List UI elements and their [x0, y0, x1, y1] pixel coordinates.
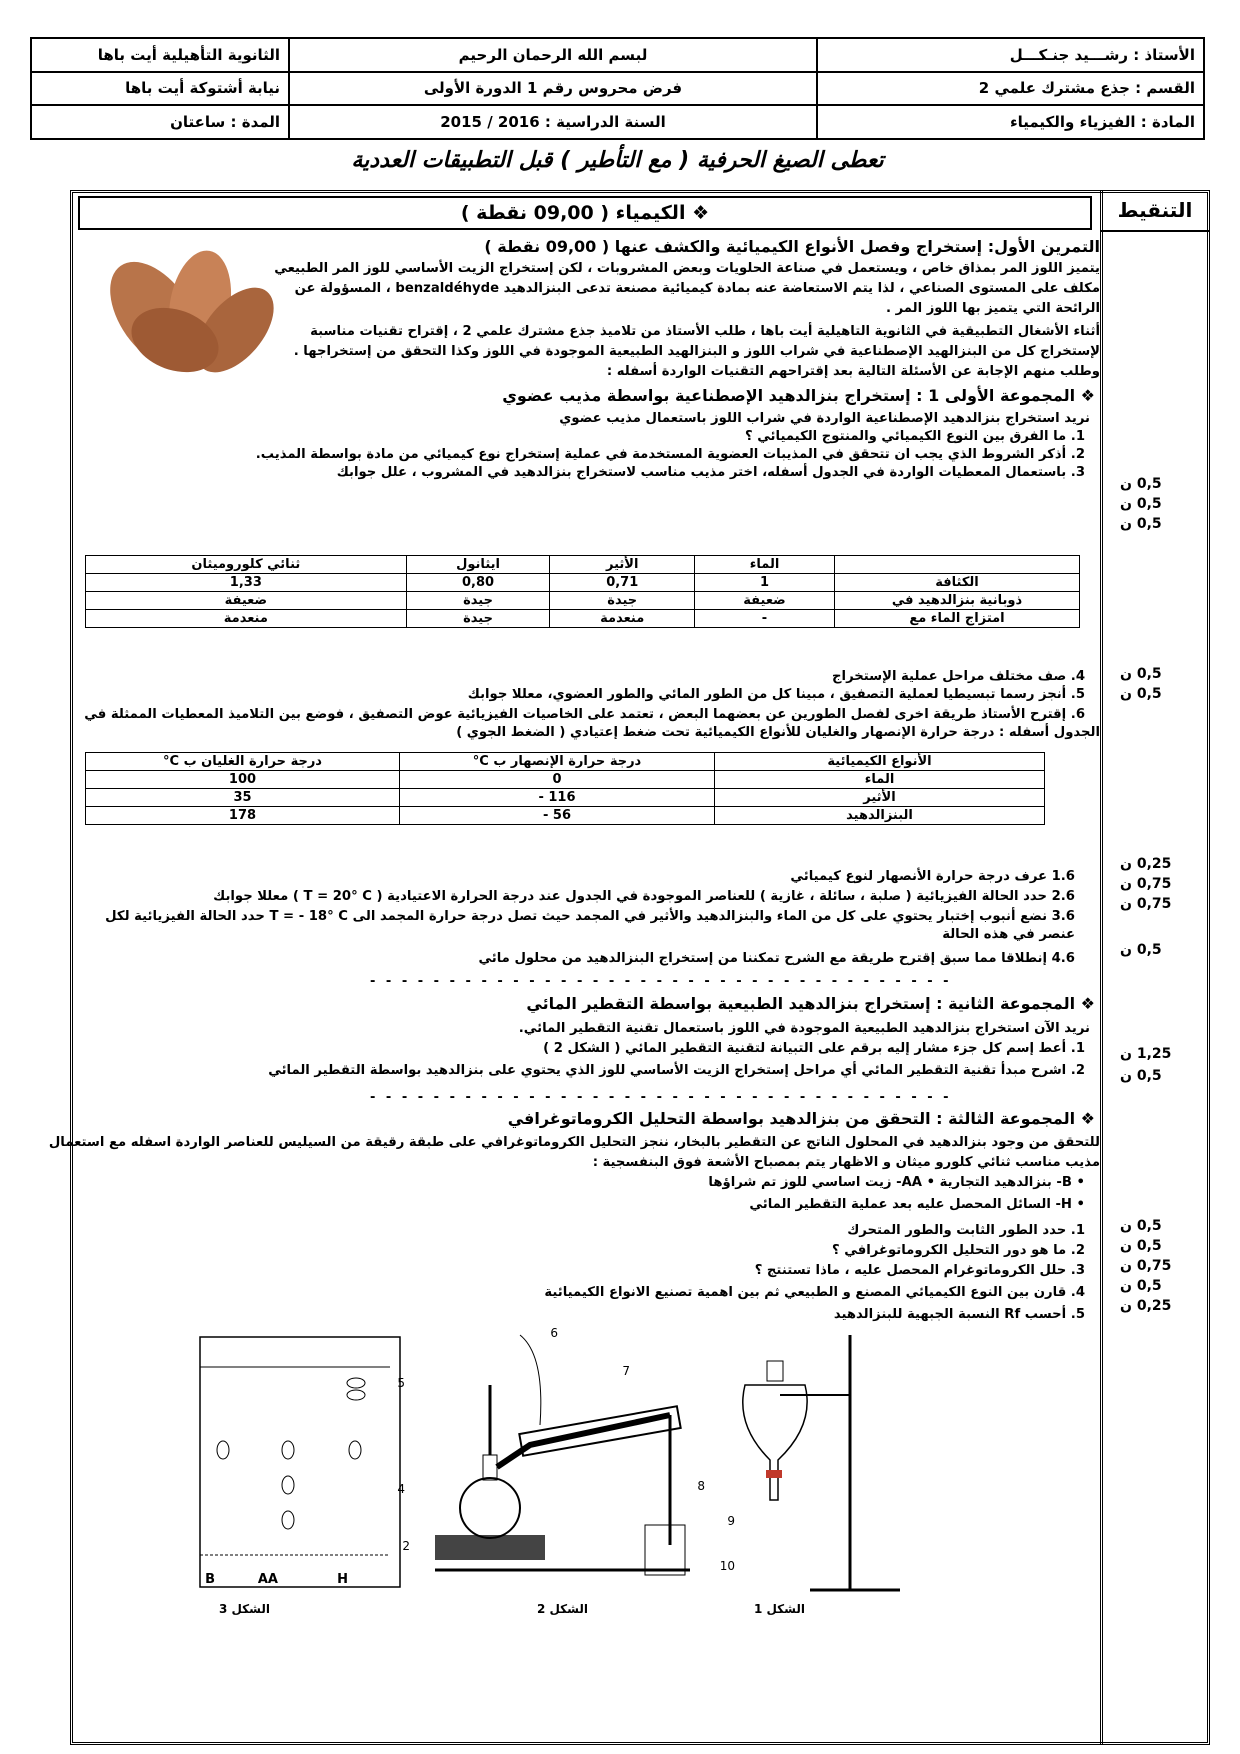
question: 3. باستعمال المعطيات الواردة في الجدول أسفله، اختر مذيب مناسب لاستخراج بنزالدهيد في المشروب ، علل جوابك	[336, 465, 1085, 480]
group3-line: • B- بنزالدهيد التجارية • AA- زيت اساسي للوز تم شراؤها	[708, 1175, 1085, 1190]
points: 0,5 ن	[1120, 496, 1162, 512]
chroma-label: H	[337, 1572, 348, 1587]
group1-intro: نريد استخراج بنزالدهيد الإصطناعية الواردة في شراب اللوز باستعمال مذيب عضوي	[559, 411, 1090, 426]
intro-line: وطلب منهم الإجابة عن الأسئلة التالية بعد إقتراحهم التقنيات الواردة أسفله :	[606, 364, 1100, 379]
formula-notice: تعطى الصيغ الحرفية ( مع التأطير ) قبل التطبيقات العددية	[351, 148, 884, 173]
almonds-image	[95, 245, 275, 385]
table-cell: الماء	[695, 556, 835, 574]
table-row	[86, 574, 1080, 592]
separatory-funnel	[743, 1335, 900, 1616]
table-cell: الأثير	[715, 789, 1045, 807]
group2-title: ❖ المجموعة الثانية : إستخراج بنزالدهيد الطبيعية بواسطة التقطير المائي	[526, 994, 1095, 1013]
table-cell: البنزالدهيد	[715, 807, 1045, 825]
question: 2. أذكر الشروط الذي يجب ان تتحقق في المذيبات العضوية المستخدمة في عملية إستخراج نوع كيميائي من مادة بواسطة المذيب.	[255, 447, 1085, 462]
intro-line: يتميز اللوز المر بمذاق خاص ، ويستعمل في صناعة الحلويات وبعض المشروبات ، لكن إستخراج الزيت الأساسي للوز المر الطبيعي	[274, 261, 1100, 276]
question: 2. اشرح مبدأ تقنية التقطير المائي أي مراحل إستخراج الزيت الأساسي للوز الذي يحتوي على بنزالدهيد بواسطة التقطير المائي	[268, 1063, 1085, 1078]
table-cell: 0,71	[550, 574, 695, 592]
group3-line: • H- السائل المحصل عليه بعد عملية التقطير المائي	[749, 1197, 1085, 1212]
question: 4. قارن بين النوع الكيميائي المصنع و الطبيعي ثم بين اهمية تصنيع الانواع الكيميائية	[544, 1285, 1085, 1300]
question: 3. حلل الكروماتوغرام المحصل عليه ، ماذا تستنتج ؟	[754, 1263, 1085, 1278]
question: عنصر في هذه الحالة	[942, 927, 1075, 942]
table-cell: 116 -	[400, 789, 715, 807]
points: 0,75 ن	[1120, 876, 1172, 892]
table-cell: ضعيفة	[86, 592, 407, 610]
intro-line: أثناء الأشغال التطبيقية في الثانوية التاهيلية أيت باها ، طلب الأستاذ من تلاميذ جذع مشترك علمي 2 ، إقتراح تقنيات مناسبة	[310, 324, 1100, 339]
exercise1-title: التمرين الأول: إستخراج وفصل الأنواع الكيميائية والكشف عنها ( 09,00 نقطة )	[484, 237, 1100, 256]
distillation-apparatus	[397, 1326, 735, 1616]
spot	[282, 1441, 294, 1459]
grade-column	[1100, 190, 1210, 1745]
group2-intro: نريد الآن استخراج بنزالدهيد الطبيعية الموجودة في اللوز باستعمال تقنية التقطير المائي.	[518, 1021, 1090, 1036]
school-year: السنة الدراسية : 2016 / 2015	[289, 105, 817, 139]
table-cell: 1	[695, 574, 835, 592]
table-cell: جيدة	[406, 610, 550, 628]
table-cell: 56 -	[400, 807, 715, 825]
part-label: 9	[727, 1514, 735, 1528]
points: 0,25 ن	[1120, 1298, 1172, 1314]
points: 0,5 ن	[1120, 1068, 1162, 1084]
temperature-table	[85, 752, 1045, 825]
table-cell: امتزاج الماء مع	[835, 610, 1080, 628]
figure2-caption: الشكل 2	[536, 1602, 588, 1616]
question: 4. صف مختلف مراحل عملية الإستخراج	[832, 669, 1085, 684]
question: 1. ما الفرق بين النوع الكيميائي والمنتوج الكيميائي ؟	[744, 429, 1085, 444]
table-cell: الكثافة	[835, 574, 1080, 592]
points: 0,5 ن	[1120, 1218, 1162, 1234]
question: 2. ما هو دور التحليل الكروماتوغرافي ؟	[832, 1243, 1085, 1258]
table-row	[86, 610, 1080, 628]
question: 2.6 حدد الحالة الفيزيائية ( صلبة ، سائلة ، غازية ) للعناصر الموجودة في الجدول عند درجة الحرارة الاعتيادية ( T = 20° C ) معللا جوابك	[213, 889, 1075, 904]
chemistry-header: ❖ الكيمياء ( 09,00 نقطة )	[78, 196, 1092, 230]
table-row	[86, 753, 1045, 771]
points: 0,5 ن	[1120, 686, 1162, 702]
part-label: 7	[622, 1364, 630, 1378]
header-box	[30, 37, 1205, 140]
table-cell: 35	[86, 789, 400, 807]
directorate: نيابة أشتوكة أيت باها	[31, 72, 289, 106]
table-cell: ايثانول	[406, 556, 550, 574]
question: الجدول أسفله : درجة حرارة الإنصهار والغليان للأنواع الكيميائية تحت ضغط إعتيادي ( الضغط الجوي )	[456, 725, 1100, 740]
group1-title: ❖ المجموعة الأولى 1 : إستخراج بنزالدهيد الإصطناعية بواسطة مذيب عضوي	[502, 386, 1095, 405]
intro-line: لإستخراج كل من البنزالهيد الإصطناعية في شراب اللوز و البنزالهيد الطبيعية الموجودة في اللوز وكذا التحقق من إستخراجها .	[293, 344, 1100, 359]
table-cell: جيدة	[406, 592, 550, 610]
table-row	[86, 789, 1045, 807]
points: 0,5 ن	[1120, 1238, 1162, 1254]
points: 0,5 ن	[1120, 942, 1162, 958]
table-cell: 100	[86, 771, 400, 789]
spot	[282, 1476, 294, 1494]
table-cell: منعدمة	[86, 610, 407, 628]
points: 0,75 ن	[1120, 896, 1172, 912]
intro-line: الرائحة التي يتميز بها اللوز المر .	[885, 301, 1100, 316]
properties-table	[85, 555, 1080, 628]
part-label: 6	[550, 1326, 558, 1340]
basmala: لبسم الله الرحمان الرحيم	[289, 38, 817, 72]
spot	[347, 1378, 365, 1388]
part-label: 10	[719, 1559, 735, 1573]
table-row	[86, 592, 1080, 610]
question: 5. أحسب Rf النسبة الجبهية للبنزالدهيد	[833, 1307, 1085, 1322]
part-label: 5	[397, 1376, 405, 1390]
spot	[347, 1390, 365, 1400]
table-row	[86, 807, 1045, 825]
grade-header: التنقيط	[1100, 190, 1210, 232]
class-name: القسم : جذع مشترك علمي 2	[817, 72, 1204, 106]
spot	[349, 1441, 361, 1459]
table-cell: ثنائي كلوروميثان	[86, 556, 407, 574]
figure3-caption: الشكل 3	[218, 1602, 270, 1616]
chroma-label: AA	[257, 1572, 278, 1587]
part-label: 4	[397, 1482, 405, 1496]
table-cell: الأنواع الكيميائية	[715, 753, 1045, 771]
spot	[217, 1441, 229, 1459]
group3-line: مذيب مناسب ثنائي كلورو ميثان و الاظهار يتم بمصباح الأشعة فوق البنفسجية :	[592, 1155, 1100, 1170]
table-cell: الأثير	[550, 556, 695, 574]
points: 0,5 ن	[1120, 516, 1162, 532]
group3-title: ❖ المجموعة الثالثة : التحقق من بنزالدهيد بواسطة التحليل الكروماتوغرافي	[507, 1109, 1095, 1128]
separator: - - - - - - - - - - - - - - - - - - - - - - - - - - - - - - - - - - - - -	[370, 974, 952, 989]
separator: - - - - - - - - - - - - - - - - - - - - - - - - - - - - - - - - - - - - -	[370, 1090, 952, 1105]
chromatogram	[200, 1337, 400, 1616]
part-label: 8	[697, 1479, 705, 1493]
spot	[282, 1511, 294, 1529]
exam-title: فرض محروس رقم 1 الدورة الأولى	[289, 72, 817, 106]
table-row	[86, 556, 1080, 574]
school-name: الثانوية التأهيلية أيت باها	[31, 38, 289, 72]
table-cell: 0	[400, 771, 715, 789]
table-cell: منعدمة	[550, 610, 695, 628]
teacher-name: الأستاذ : رشـــيد جنـكـــل	[817, 38, 1204, 72]
duration: المدة : ساعتان	[31, 105, 289, 139]
table-cell: 0,80	[406, 574, 550, 592]
part-label: 2	[402, 1539, 410, 1553]
figures	[190, 1325, 1000, 1625]
table-cell: -	[695, 610, 835, 628]
question: 5. أنجز رسما تبسيطيا لعملية التصفيق ، مبينا كل من الطور المائي والطور العضوي، معللا جوابك	[467, 687, 1085, 702]
table-cell: 1,33	[86, 574, 407, 592]
points: 0,5 ن	[1120, 1278, 1162, 1294]
question: 4.6 إنطلاقا مما سبق إقترح طريقة مع الشرح تمكننا من إستخراج البنزالدهيد من محلول مائي	[478, 951, 1075, 966]
table-cell: جيدة	[550, 592, 695, 610]
group3-line: للتحقق من وجود بنزالدهيد في المحلول الناتج عن التقطير بالبخار، ننجز التحليل الكروماتوغرافي على طبقة رقيقة من السيليس للعناصر الواردة اسفله مع استعمال	[48, 1135, 1100, 1150]
intro-line: مكلف على المستوى الصناعي ، لذا يتم الاستعاضة عنه بمادة كيميائية مصنعة تدعى البنزالدهيد benzaldéhyde ، المسؤولة عن	[294, 281, 1100, 296]
table-cell	[835, 556, 1080, 574]
chroma-label: B	[205, 1572, 215, 1587]
table-cell: درجة حرارة الغليان ب C°	[86, 753, 400, 771]
question: 3.6 نضع أنبوب إختبار يحتوي على كل من الماء والبنزالدهيد والأثير في المجمد حيث تصل درجة حرارة المجمد الى T = - 18° C حدد الحالة الفيزيائية لكل	[105, 909, 1075, 924]
question: 1. حدد الطور الثابت والطور المتحرك	[847, 1223, 1085, 1238]
table-cell: الماء	[715, 771, 1045, 789]
points: 0,25 ن	[1120, 856, 1172, 872]
question: 1.6 عرف درجة حرارة الأنصهار لنوع كيميائي	[790, 869, 1075, 884]
table-row	[86, 771, 1045, 789]
table-cell: ذوبانية بنزالدهيد في	[835, 592, 1080, 610]
table-cell: درجة حرارة الإنصهار ب C°	[400, 753, 715, 771]
figure1-caption: الشكل 1	[753, 1602, 805, 1616]
points: 0,5 ن	[1120, 666, 1162, 682]
points: 0,5 ن	[1120, 476, 1162, 492]
points: 1,25 ن	[1120, 1046, 1172, 1062]
subject: المادة : الفيزياء والكيمياء	[817, 105, 1204, 139]
points: 0,75 ن	[1120, 1258, 1172, 1274]
question: 6. إقترح الأستاذ طريقة اخرى لفصل الطورين عن بعضهما البعض ، تعتمد على الخاصيات الفيزيائية عوض التصفيق ، فوضع بين التلاميذ المعطيات الممثلة في	[84, 707, 1085, 722]
question: 1. أعط إسم كل جزء مشار إليه برقم على التبيانة لتقنية التقطير المائي ( الشكل 2 )	[543, 1041, 1085, 1056]
table-cell: 178	[86, 807, 400, 825]
table-cell: ضعيفة	[695, 592, 835, 610]
